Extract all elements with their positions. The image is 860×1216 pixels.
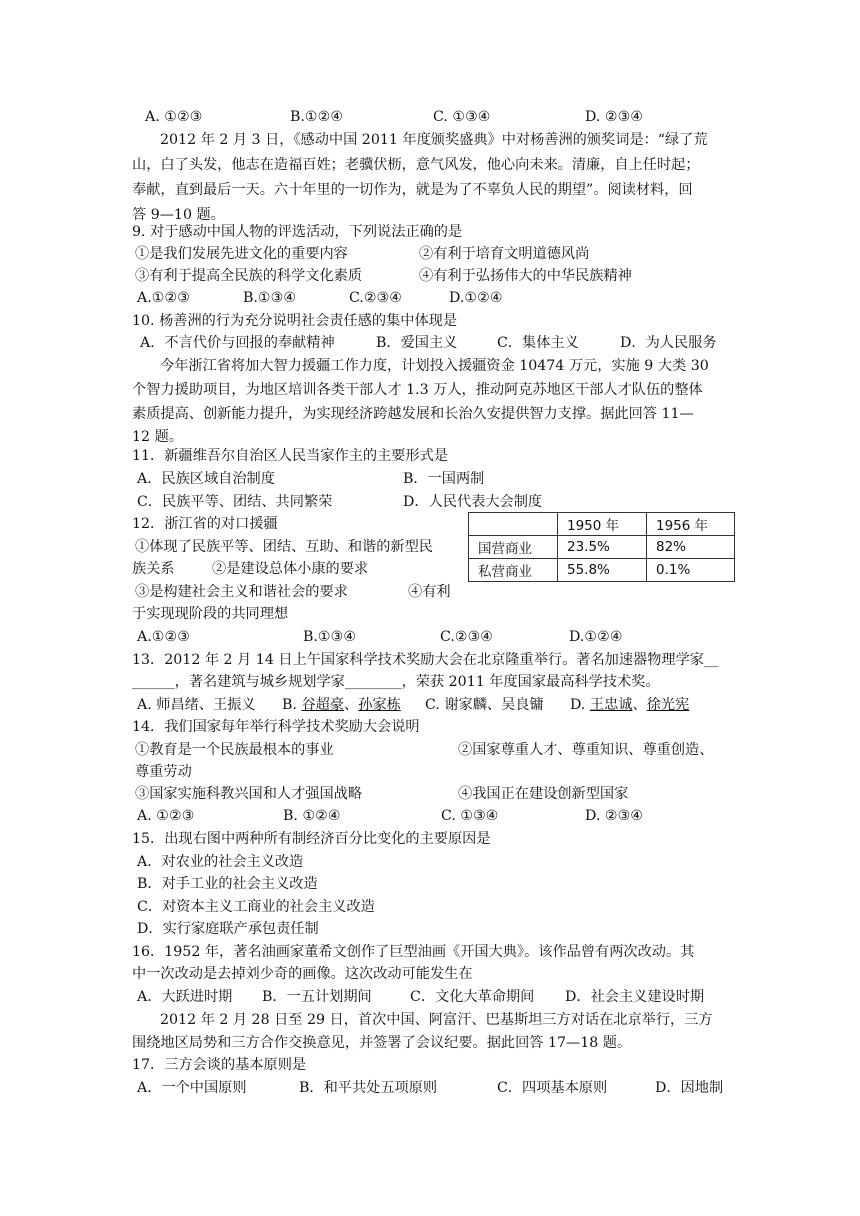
q14-option-c: C. ①③④ — [441, 808, 499, 824]
q16-stem-line1: 16．1952 年，著名油画家董希文创作了巨型油画《开国大典》。该作品曾有两次改动。其 — [132, 944, 695, 960]
q10-option-a: A．不言代价与回报的奉献精神 — [140, 335, 335, 351]
q13-option-a: A. 师昌绪、王振义 — [137, 697, 256, 713]
q17-option-a: A．一个中国原则 — [137, 1080, 247, 1096]
table-cell: 0.1% — [647, 559, 735, 582]
q13-option-d-sep: 、 — [632, 697, 647, 713]
q9-stem: 9. 对于感动中国人物的评选活动，下列说法正确的是 — [132, 224, 463, 240]
table-cell: 国营商业 — [469, 536, 558, 559]
q14-stem: 14．我们国家每年举行科学技术奖励大会说明 — [132, 719, 420, 735]
q14-item-3: ③国家实施科教兴国和人才强国战略 — [135, 786, 363, 802]
q13-option-b-name1: 谷超豪 — [301, 697, 345, 713]
q13-option-b-prefix: B. — [282, 697, 297, 713]
q13-stem-line1: 13．2012 年 2 月 14 日上午国家科学技术奖励大会在北京隆重举行。著名加速器物理学家__ — [132, 652, 719, 668]
table-row — [469, 536, 735, 559]
q12-item-4: ④有利 — [408, 584, 451, 600]
q11-option-c: C．民族平等、团结、共同繁荣 — [137, 494, 333, 510]
passage-zhejiang-line: 素质提高、创新能力提升，为实现经济跨越发展和长治久安提供智力支撑。据此回答 11— — [132, 406, 694, 422]
q12-item-2: ②是建设总体小康的要求 — [212, 561, 369, 577]
q14-option-d: D. ②③④ — [585, 808, 644, 824]
q13-option-b-sep: 、 — [344, 697, 359, 713]
passage-zhejiang-line: 今年浙江省将加大智力援疆工作力度，计划投入援疆资金 10474 万元，实施 9 大类 30 — [160, 358, 709, 374]
q9-item-1: ①是我们发展先进文化的重要内容 — [135, 246, 348, 262]
q17-stem: 17．三方会谈的基本原则是 — [132, 1057, 307, 1073]
q9-item-3: ③有利于提高全民族的科学文化素质 — [135, 268, 363, 284]
passage-zhejiang-line: 12 题。 — [132, 429, 183, 445]
q12-item-1-cont: 族关系 — [132, 561, 175, 577]
q16-option-b: B．一五计划期间 — [262, 989, 372, 1005]
q16-option-d: D．社会主义建设时期 — [565, 989, 705, 1005]
q12-item-1: ①体现了民族平等、团结、互助、和谐的新型民 — [135, 539, 433, 555]
q9-option-b: B.①③④ — [243, 290, 297, 306]
q11-stem: 11．新疆维吾尔自治区人民当家作主的主要形式是 — [132, 448, 448, 464]
q9-option-a: A.①②③ — [137, 290, 190, 306]
q12-option-b: B.①③④ — [303, 629, 357, 645]
table-cell: 私营商业 — [469, 559, 558, 582]
q17-option-b: B．和平共处五项原则 — [299, 1080, 438, 1096]
q12-option-c: C.②③④ — [440, 629, 494, 645]
table-row — [469, 559, 735, 582]
q12-option-a: A.①②③ — [137, 629, 190, 645]
q8-option-a: A. ①②③ — [145, 109, 203, 125]
q15-stem: 15．出现右图中两种所有制经济百分比变化的主要原因是 — [132, 831, 491, 847]
q9-option-c: C.②③④ — [349, 290, 403, 306]
table-header-cell — [469, 513, 558, 536]
q14-option-a: A. ①②③ — [137, 808, 195, 824]
q16-option-c: C．文化大革命期间 — [410, 989, 535, 1005]
q10-option-c: C．集体主义 — [497, 335, 579, 351]
q13-option-b-name2: 孙家栋 — [358, 697, 401, 713]
table-cell: 23.5% — [558, 536, 647, 559]
passage-talks-line: 围绕地区局势和三方合作交换意见，并签署了会议纪要。据此回答 17—18 题。 — [132, 1035, 632, 1051]
q13-stem-line2: ______，著名建筑与城乡规划学家________，荣获 2011 年度国家最高科学技术奖。 — [132, 674, 660, 690]
q15-option-a: A．对农业的社会主义改造 — [137, 854, 304, 870]
q8-option-c: C. ①③④ — [433, 109, 491, 125]
q16-option-a: A．大跃进时期 — [137, 989, 233, 1005]
q14-item-2-cont: 尊重劳动 — [135, 764, 192, 780]
q13-option-d — [570, 695, 689, 715]
passage-yang-line: 山，白了头发，他志在造福百姓；老骥伏枥，意气风发，他心向未来。清廉，自上任时起； — [132, 157, 700, 173]
passage-talks-line: 2012 年 2 月 28 日至 29 日，首次中国、阿富汗、巴基斯坦三方对话在北京举行，三方 — [160, 1012, 713, 1028]
table-cell: 55.8% — [558, 559, 647, 582]
table-header-cell: 1950 年 — [558, 513, 647, 536]
q9-option-d: D.①②④ — [449, 290, 503, 306]
q13-option-d-name1: 王忠诚 — [589, 697, 633, 713]
q15-option-c: C．对资本主义工商业的社会主义改造 — [137, 899, 375, 915]
q11-option-a: A．民族区域自治制度 — [137, 471, 275, 487]
q14-item-4: ④我国正在建设创新型国家 — [458, 786, 629, 802]
q13-option-d-name2: 徐光宪 — [646, 697, 690, 713]
q13-option-c: C. 谢家麟、吴良镛 — [425, 697, 544, 713]
q14-item-1: ①教育是一个民族最根本的事业 — [135, 742, 334, 758]
ownership-statistics-table — [468, 512, 735, 582]
q10-option-b: B．爱国主义 — [376, 335, 458, 351]
passage-zhejiang-line: 个智力援助项目，为地区培训各类干部人才 1.3 万人，推动阿克苏地区干部人才队伍的整体 — [132, 382, 703, 398]
q9-item-4: ④有利于弘扬伟大的中华民族精神 — [419, 268, 632, 284]
table-header-row — [469, 513, 735, 536]
q10-stem: 10. 杨善洲的行为充分说明社会责任感的集中体现是 — [132, 313, 458, 329]
q12-option-d: D.①②④ — [569, 629, 623, 645]
q13-option-b — [282, 695, 401, 715]
q11-option-b: B．一国两制 — [403, 471, 485, 487]
passage-yang-line: 2012 年 2 月 3 日，《感动中国 2011 年度颁奖盛典》中对杨善洲的颁奖词是：“绿了荒 — [160, 132, 708, 148]
q15-option-b: B．对手工业的社会主义改造 — [137, 876, 318, 892]
q12-item-4-cont: 于实现现阶段的共同理想 — [132, 606, 289, 622]
q15-option-d: D．实行家庭联产承包责任制 — [137, 921, 319, 937]
q12-stem: 12．浙江省的对口援疆 — [132, 516, 278, 532]
passage-yang-line: 答 9—10 题。 — [132, 207, 225, 223]
q14-option-b: B. ①②④ — [283, 808, 341, 824]
table-cell: 82% — [647, 536, 735, 559]
q17-option-d: D．因地制 — [655, 1080, 724, 1096]
q10-option-d: D．为人民服务 — [620, 335, 717, 351]
q8-option-d: D. ②③④ — [585, 109, 644, 125]
q9-item-2: ②有利于培育文明道德风尚 — [419, 246, 590, 262]
passage-yang-line: 奉献，直到最后一天。六十年里的一切作为，就是为了不辜负人民的期望”。阅读材料，回 — [132, 182, 693, 198]
q14-item-2: ②国家尊重人才、尊重知识、尊重创造、 — [458, 742, 714, 758]
q13-option-d-prefix: D. — [570, 697, 586, 713]
q16-stem-line2: 中一次改动是去掉刘少奇的画像。这次改动可能发生在 — [132, 966, 473, 982]
table-header-cell: 1956 年 — [647, 513, 735, 536]
q8-option-b: B.①②④ — [290, 109, 344, 125]
q11-option-d: D．人民代表大会制度 — [403, 494, 543, 510]
q17-option-c: C．四项基本原则 — [497, 1080, 608, 1096]
q12-item-3: ③是构建社会主义和谐社会的要求 — [135, 584, 348, 600]
